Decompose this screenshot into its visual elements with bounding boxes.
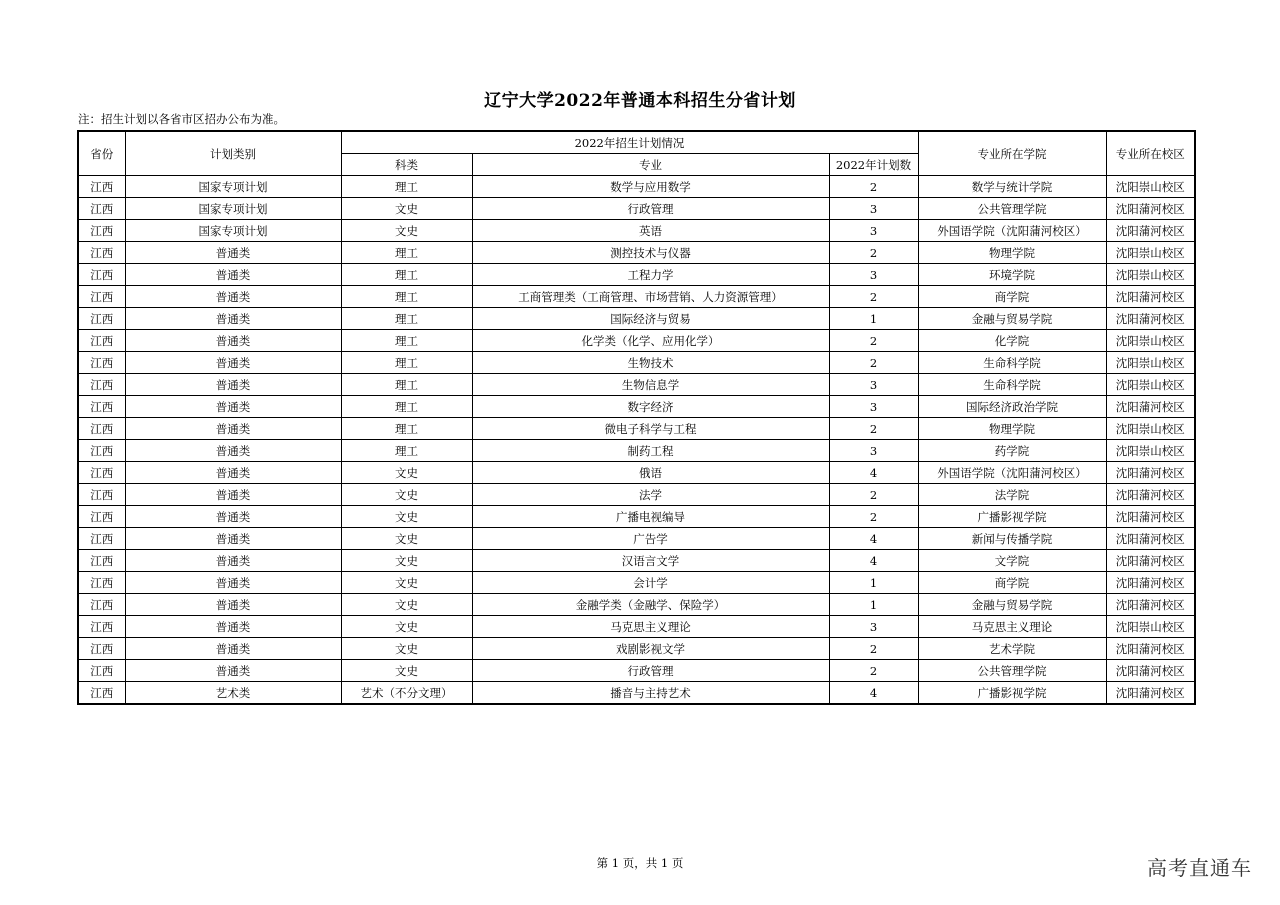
cell-campus: 沈阳蒲河校区: [1106, 462, 1195, 484]
cell-college: 生命科学院: [918, 374, 1106, 396]
cell-plan-type: 普通类: [125, 352, 341, 374]
cell-college: 艺术学院: [918, 638, 1106, 660]
cell-plan-type: 普通类: [125, 286, 341, 308]
table-row: [78, 440, 1195, 462]
cell-province: 江西: [78, 594, 125, 616]
cell-plan-type: 普通类: [125, 506, 341, 528]
cell-campus: 沈阳崇山校区: [1106, 176, 1195, 198]
cell-campus: 沈阳崇山校区: [1106, 374, 1195, 396]
cell-college: 广播影视学院: [918, 506, 1106, 528]
page-footer: 第 1 页，共 1 页: [596, 856, 684, 870]
cell-province: 江西: [78, 550, 125, 572]
cell-college: 物理学院: [918, 418, 1106, 440]
cell-category: 理工: [341, 418, 472, 440]
cell-plan-type: 普通类: [125, 418, 341, 440]
cell-category: 文史: [341, 616, 472, 638]
table-row: [78, 660, 1195, 682]
cell-college: 公共管理学院: [918, 660, 1106, 682]
cell-campus: 沈阳蒲河校区: [1106, 506, 1195, 528]
table-row: [78, 198, 1195, 220]
table-row: [78, 330, 1195, 352]
cell-college: 国际经济政治学院: [918, 396, 1106, 418]
table-row: [78, 462, 1195, 484]
cell-count: 2: [829, 506, 918, 528]
cell-major: 戏剧影视文学: [472, 638, 829, 660]
cell-province: 江西: [78, 286, 125, 308]
cell-campus: 沈阳崇山校区: [1106, 352, 1195, 374]
cell-major: 制药工程: [472, 440, 829, 462]
cell-plan-type: 艺术类: [125, 682, 341, 705]
cell-count: 4: [829, 550, 918, 572]
cell-major: 数字经济: [472, 396, 829, 418]
cell-category: 文史: [341, 462, 472, 484]
cell-college: 马克思主义理论: [918, 616, 1106, 638]
cell-category: 理工: [341, 440, 472, 462]
cell-college: 环境学院: [918, 264, 1106, 286]
cell-major: 生物信息学: [472, 374, 829, 396]
cell-count: 1: [829, 572, 918, 594]
cell-campus: 沈阳崇山校区: [1106, 616, 1195, 638]
cell-count: 2: [829, 176, 918, 198]
cell-count: 3: [829, 616, 918, 638]
cell-campus: 沈阳崇山校区: [1106, 242, 1195, 264]
cell-college: 金融与贸易学院: [918, 594, 1106, 616]
cell-count: 3: [829, 264, 918, 286]
cell-province: 江西: [78, 484, 125, 506]
cell-college: 公共管理学院: [918, 198, 1106, 220]
cell-college: 商学院: [918, 572, 1106, 594]
header-plan-group: 2022年招生计划情况: [341, 131, 918, 154]
cell-major: 英语: [472, 220, 829, 242]
cell-campus: 沈阳蒲河校区: [1106, 682, 1195, 705]
cell-plan-type: 普通类: [125, 550, 341, 572]
cell-category: 文史: [341, 638, 472, 660]
cell-category: 文史: [341, 572, 472, 594]
header-college: 专业所在学院: [918, 131, 1106, 176]
table-row: [78, 418, 1195, 440]
cell-category: 理工: [341, 176, 472, 198]
cell-plan-type: 国家专项计划: [125, 220, 341, 242]
cell-category: 理工: [341, 352, 472, 374]
cell-major: 国际经济与贸易: [472, 308, 829, 330]
cell-province: 江西: [78, 330, 125, 352]
cell-major: 会计学: [472, 572, 829, 594]
cell-category: 理工: [341, 396, 472, 418]
cell-category: 文史: [341, 220, 472, 242]
cell-college: 新闻与传播学院: [918, 528, 1106, 550]
cell-province: 江西: [78, 220, 125, 242]
watermark-text: 高考直通车: [1147, 856, 1252, 880]
cell-major: 数学与应用数学: [472, 176, 829, 198]
table-row: [78, 242, 1195, 264]
cell-province: 江西: [78, 462, 125, 484]
cell-campus: 沈阳蒲河校区: [1106, 396, 1195, 418]
table-row: [78, 352, 1195, 374]
cell-major: 行政管理: [472, 198, 829, 220]
table-row: [78, 594, 1195, 616]
cell-campus: 沈阳蒲河校区: [1106, 220, 1195, 242]
cell-campus: 沈阳蒲河校区: [1106, 484, 1195, 506]
cell-count: 3: [829, 220, 918, 242]
cell-college: 外国语学院（沈阳蒲河校区）: [918, 220, 1106, 242]
cell-major: 播音与主持艺术: [472, 682, 829, 705]
table-row: [78, 374, 1195, 396]
table-row: [78, 682, 1195, 705]
cell-category: 艺术（不分文理）: [341, 682, 472, 705]
cell-province: 江西: [78, 572, 125, 594]
cell-campus: 沈阳蒲河校区: [1106, 286, 1195, 308]
cell-campus: 沈阳蒲河校区: [1106, 638, 1195, 660]
cell-college: 物理学院: [918, 242, 1106, 264]
cell-category: 理工: [341, 308, 472, 330]
cell-plan-type: 普通类: [125, 374, 341, 396]
cell-count: 2: [829, 242, 918, 264]
table-row: [78, 396, 1195, 418]
cell-count: 4: [829, 528, 918, 550]
enrollment-plan-table: [77, 130, 1196, 705]
table-row: [78, 638, 1195, 660]
cell-plan-type: 普通类: [125, 594, 341, 616]
cell-major: 广告学: [472, 528, 829, 550]
cell-major: 马克思主义理论: [472, 616, 829, 638]
cell-category: 理工: [341, 286, 472, 308]
cell-province: 江西: [78, 352, 125, 374]
cell-province: 江西: [78, 242, 125, 264]
cell-college: 金融与贸易学院: [918, 308, 1106, 330]
table-row: [78, 220, 1195, 242]
table-row: [78, 528, 1195, 550]
table-row: [78, 264, 1195, 286]
cell-college: 法学院: [918, 484, 1106, 506]
cell-plan-type: 普通类: [125, 462, 341, 484]
cell-category: 文史: [341, 198, 472, 220]
cell-category: 文史: [341, 550, 472, 572]
cell-campus: 沈阳蒲河校区: [1106, 308, 1195, 330]
cell-campus: 沈阳蒲河校区: [1106, 572, 1195, 594]
cell-category: 理工: [341, 242, 472, 264]
cell-major: 行政管理: [472, 660, 829, 682]
cell-count: 3: [829, 440, 918, 462]
cell-count: 2: [829, 660, 918, 682]
cell-count: 3: [829, 396, 918, 418]
cell-major: 俄语: [472, 462, 829, 484]
cell-campus: 沈阳蒲河校区: [1106, 594, 1195, 616]
cell-province: 江西: [78, 374, 125, 396]
cell-plan-type: 普通类: [125, 528, 341, 550]
table-row: [78, 176, 1195, 198]
cell-province: 江西: [78, 528, 125, 550]
cell-major: 汉语言文学: [472, 550, 829, 572]
cell-college: 化学院: [918, 330, 1106, 352]
header-campus: 专业所在校区: [1106, 131, 1195, 176]
page-title: 辽宁大学2022年普通本科招生分省计划: [484, 91, 796, 111]
cell-plan-type: 普通类: [125, 616, 341, 638]
cell-plan-type: 普通类: [125, 440, 341, 462]
cell-category: 文史: [341, 660, 472, 682]
table-row: [78, 616, 1195, 638]
cell-campus: 沈阳崇山校区: [1106, 330, 1195, 352]
cell-category: 理工: [341, 330, 472, 352]
cell-province: 江西: [78, 418, 125, 440]
cell-campus: 沈阳蒲河校区: [1106, 198, 1195, 220]
table-row: [78, 550, 1195, 572]
cell-category: 文史: [341, 594, 472, 616]
cell-province: 江西: [78, 638, 125, 660]
cell-college: 数学与统计学院: [918, 176, 1106, 198]
cell-plan-type: 普通类: [125, 572, 341, 594]
cell-plan-type: 国家专项计划: [125, 198, 341, 220]
table-row: [78, 572, 1195, 594]
cell-province: 江西: [78, 264, 125, 286]
cell-plan-type: 普通类: [125, 396, 341, 418]
cell-province: 江西: [78, 616, 125, 638]
cell-campus: 沈阳蒲河校区: [1106, 528, 1195, 550]
cell-campus: 沈阳蒲河校区: [1106, 550, 1195, 572]
cell-college: 外国语学院（沈阳蒲河校区）: [918, 462, 1106, 484]
cell-major: 工程力学: [472, 264, 829, 286]
cell-campus: 沈阳蒲河校区: [1106, 660, 1195, 682]
cell-category: 文史: [341, 528, 472, 550]
cell-province: 江西: [78, 682, 125, 705]
cell-count: 4: [829, 462, 918, 484]
header-category: 科类: [341, 154, 472, 176]
cell-count: 2: [829, 330, 918, 352]
cell-college: 药学院: [918, 440, 1106, 462]
table-body: [78, 176, 1195, 705]
header-major: 专业: [472, 154, 829, 176]
cell-category: 理工: [341, 374, 472, 396]
cell-college: 广播影视学院: [918, 682, 1106, 705]
cell-college: 文学院: [918, 550, 1106, 572]
cell-province: 江西: [78, 396, 125, 418]
cell-count: 2: [829, 638, 918, 660]
table-row: [78, 506, 1195, 528]
cell-campus: 沈阳崇山校区: [1106, 264, 1195, 286]
cell-major: 生物技术: [472, 352, 829, 374]
cell-major: 金融学类（金融学、保险学）: [472, 594, 829, 616]
table-row: [78, 484, 1195, 506]
cell-province: 江西: [78, 506, 125, 528]
cell-count: 2: [829, 418, 918, 440]
cell-province: 江西: [78, 176, 125, 198]
header-plan-type: 计划类别: [125, 131, 341, 176]
cell-count: 4: [829, 682, 918, 705]
table-row: [78, 308, 1195, 330]
cell-category: 文史: [341, 506, 472, 528]
cell-plan-type: 普通类: [125, 330, 341, 352]
cell-plan-type: 国家专项计划: [125, 176, 341, 198]
cell-plan-type: 普通类: [125, 308, 341, 330]
cell-plan-type: 普通类: [125, 264, 341, 286]
cell-major: 工商管理类（工商管理、市场营销、人力资源管理）: [472, 286, 829, 308]
cell-count: 3: [829, 198, 918, 220]
cell-count: 1: [829, 308, 918, 330]
cell-category: 理工: [341, 264, 472, 286]
cell-campus: 沈阳崇山校区: [1106, 418, 1195, 440]
cell-province: 江西: [78, 198, 125, 220]
cell-campus: 沈阳崇山校区: [1106, 440, 1195, 462]
cell-plan-type: 普通类: [125, 660, 341, 682]
cell-college: 商学院: [918, 286, 1106, 308]
cell-major: 广播电视编导: [472, 506, 829, 528]
cell-province: 江西: [78, 660, 125, 682]
cell-major: 化学类（化学、应用化学）: [472, 330, 829, 352]
header-count: 2022年计划数: [829, 154, 918, 176]
header-province: 省份: [78, 131, 125, 176]
cell-count: 1: [829, 594, 918, 616]
cell-major: 法学: [472, 484, 829, 506]
cell-province: 江西: [78, 440, 125, 462]
cell-count: 2: [829, 286, 918, 308]
cell-province: 江西: [78, 308, 125, 330]
table-row: [78, 286, 1195, 308]
cell-category: 文史: [341, 484, 472, 506]
cell-plan-type: 普通类: [125, 484, 341, 506]
cell-plan-type: 普通类: [125, 638, 341, 660]
cell-major: 测控技术与仪器: [472, 242, 829, 264]
cell-major: 微电子科学与工程: [472, 418, 829, 440]
cell-college: 生命科学院: [918, 352, 1106, 374]
cell-count: 2: [829, 352, 918, 374]
cell-count: 3: [829, 374, 918, 396]
cell-count: 2: [829, 484, 918, 506]
note-text: 注：招生计划以各省市区招办公布为准。: [78, 112, 285, 126]
cell-plan-type: 普通类: [125, 242, 341, 264]
